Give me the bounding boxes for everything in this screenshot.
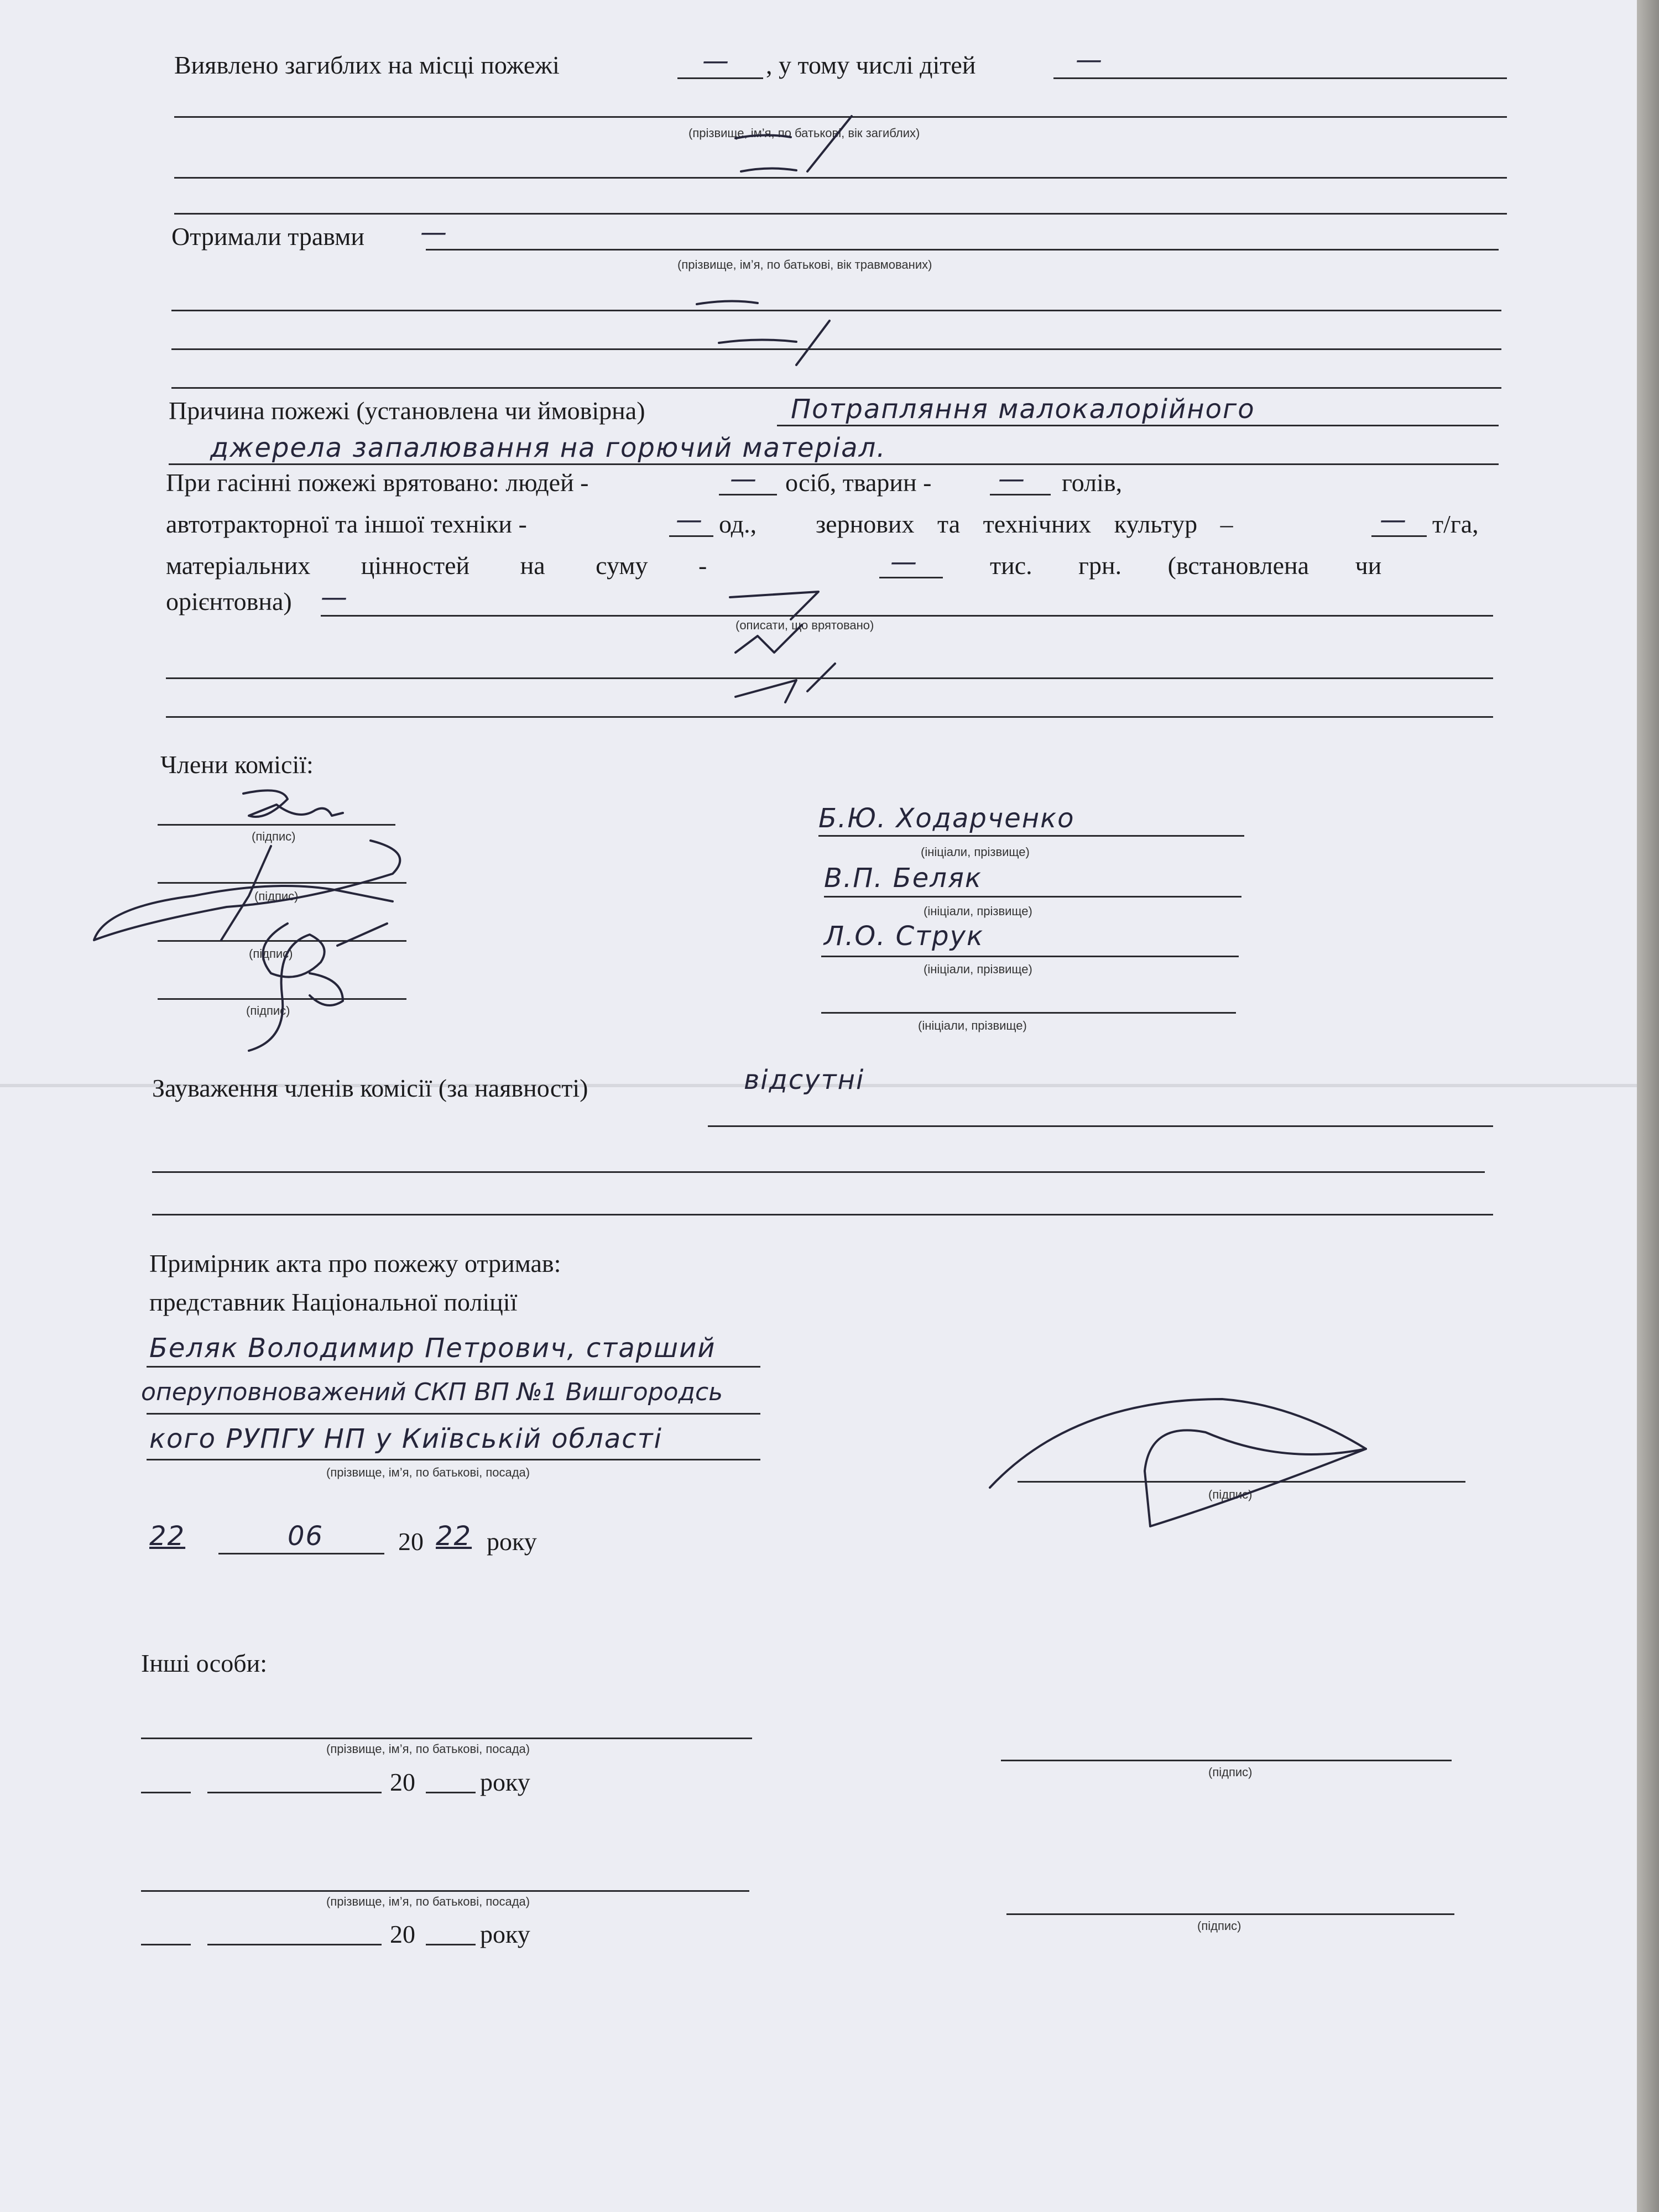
receipt-sign-caption: (підпис): [1208, 1488, 1253, 1501]
cause-line-1: [777, 425, 1499, 426]
cause-line-2: [169, 463, 1499, 465]
injuries-line-4: [171, 387, 1501, 389]
member-3-name: Л.О. Струк: [824, 921, 984, 952]
orient-label: орієнтовна): [166, 587, 292, 615]
animals-value: —: [998, 463, 1026, 494]
receipt-hw3: кого РУПГУ НП у Київській області: [149, 1423, 662, 1454]
injuries-line: [426, 249, 1499, 251]
others-year-suffix-1: року: [480, 1768, 530, 1796]
table-background-edge: [1637, 0, 1659, 2212]
others-year-suffix-2: року: [480, 1920, 530, 1948]
name-line-2: [824, 896, 1241, 898]
name-caption-3: (ініціали, прізвище): [924, 962, 1032, 976]
sign-caption-1: (підпис): [252, 830, 296, 843]
receipt-year: 22: [436, 1521, 472, 1552]
tech-unit: од.,: [719, 510, 757, 538]
people-value: —: [730, 463, 758, 494]
receipt-day: 22: [149, 1521, 186, 1552]
name-caption-2: (ініціали, прізвище): [924, 904, 1032, 918]
saved-line-1: [321, 615, 1493, 617]
others-month-line-2: [207, 1944, 382, 1945]
dash-mark: [686, 276, 852, 376]
receipt-line1: Примірник акта про пожежу отримав:: [149, 1249, 561, 1277]
receipt-year-prefix: 20: [398, 1527, 424, 1556]
remarks-value: відсутні: [744, 1065, 865, 1095]
others-title: Інші особи:: [141, 1649, 268, 1677]
others-year-line-1: [426, 1792, 476, 1793]
receipt-line2: представник Національної поліції: [149, 1288, 518, 1316]
receipt-hw-line-2: [147, 1413, 760, 1415]
dead-names-line-3: [174, 213, 1507, 215]
injuries-caption: (прізвище, ім’я, по батькові, вік травмованих): [677, 258, 932, 272]
receipt-hw1: Беляк Володимир Петрович, старший: [149, 1333, 716, 1364]
others-sign-caption-2: (підпис): [1197, 1919, 1241, 1933]
crops-label: зернових та технічних культур –: [816, 510, 1233, 538]
others-year-prefix-1: 20: [390, 1768, 415, 1796]
signature-3: [227, 912, 404, 1056]
tech-line: [669, 535, 713, 537]
crops-unit: т/га,: [1432, 510, 1479, 538]
tech-value: —: [676, 504, 703, 535]
dead-line: [677, 77, 763, 79]
others-day-line-1: [141, 1792, 191, 1793]
values-label: матеріальних цінностей на суму -: [166, 551, 707, 580]
name-line-4: [821, 1012, 1236, 1014]
others-sign-caption-1: (підпис): [1208, 1765, 1253, 1779]
dash-mark: [730, 105, 896, 188]
commission-title: Члени комісії:: [160, 750, 314, 779]
receipt-hw-line-3: [147, 1459, 760, 1460]
saved-prefix: При гасінні пожежі врятовано: людей -: [166, 468, 589, 497]
receipt-hw2: оперуповноважений СКП ВП №1 Вишгородсь: [141, 1378, 723, 1406]
children-label: , у тому числі дітей: [766, 51, 976, 79]
others-day-line-2: [141, 1944, 191, 1945]
name-caption-1: (ініціали, прізвище): [921, 845, 1030, 859]
values-value: —: [890, 546, 918, 577]
others-sign-line-1: [1001, 1760, 1452, 1761]
others-month-line-1: [207, 1792, 382, 1793]
remarks-line-2: [152, 1171, 1485, 1173]
others-name-line-1: [141, 1738, 752, 1739]
member-2-name: В.П. Беляк: [824, 863, 982, 894]
signature-receipt: [984, 1388, 1383, 1532]
dead-caption: (прізвище, ім’я, по батькові, вік загиблих): [688, 126, 920, 140]
receipt-month: 06: [288, 1521, 324, 1552]
crops-line: [1371, 535, 1427, 537]
saved-line-3: [166, 716, 1493, 718]
others-caption-1: (прізвище, ім’я, по батькові, посада): [326, 1742, 530, 1756]
sign-caption-2: (підпис): [254, 889, 299, 903]
remarks-label: Зауваження членів комісії (за наявності): [152, 1074, 588, 1102]
cause-line1: Потрапляння малокалорійного: [791, 394, 1255, 425]
sign-caption-3: (підпис): [249, 947, 293, 961]
receipt-caption: (прізвище, ім’я, по батькові, посада): [326, 1465, 530, 1479]
injuries-label: Отримали травми: [171, 222, 364, 251]
others-caption-2: (прізвище, ім’я, по батькові, посада): [326, 1895, 530, 1908]
saved-caption: (описати, що врятовано): [735, 618, 874, 632]
children-value: —: [1076, 44, 1103, 75]
name-caption-4: (ініціали, прізвище): [918, 1019, 1027, 1032]
cause-line2: джерела запалювання на горючий матеріал.: [210, 432, 886, 463]
sign-caption-4: (підпис): [246, 1004, 290, 1018]
receipt-month-line: [218, 1553, 384, 1554]
tech-label: автотракторної та іншої техніки -: [166, 510, 527, 538]
name-line-3: [821, 956, 1239, 957]
crops-value: —: [1380, 504, 1407, 535]
people-unit: осіб, тварин -: [785, 468, 932, 497]
strike-mark: [724, 586, 868, 708]
others-name-line-2: [141, 1890, 749, 1892]
cause-label: Причина пожежі (установлена чи ймовірна): [169, 397, 645, 425]
receipt-hw-line-1: [147, 1366, 760, 1368]
name-line-1: [818, 835, 1244, 837]
dead-label: Виявлено загиблих на місці пожежі: [174, 51, 560, 79]
animals-unit: голів,: [1062, 468, 1123, 497]
values-unit: тис. грн. (встановлена чи: [990, 551, 1382, 580]
member-1-name: Б.Ю. Ходарченко: [818, 803, 1075, 834]
receipt-year-suffix: року: [487, 1527, 537, 1556]
others-sign-line-2: [1006, 1913, 1454, 1915]
orient-value: —: [321, 582, 348, 613]
remarks-line-3: [152, 1214, 1493, 1215]
others-year-line-2: [426, 1944, 476, 1945]
children-line: [1053, 77, 1507, 79]
injuries-value: —: [420, 217, 448, 248]
dead-value: —: [702, 45, 730, 76]
remarks-line-1: [708, 1125, 1493, 1127]
others-year-prefix-2: 20: [390, 1920, 415, 1948]
